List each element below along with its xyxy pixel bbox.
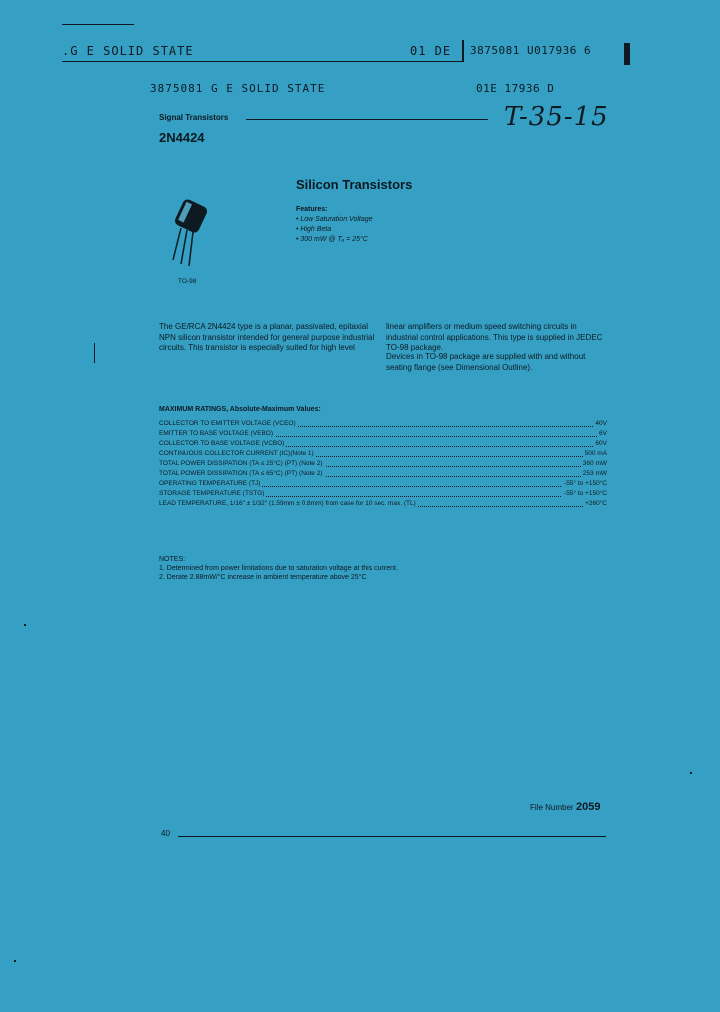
- rating-label: CONTINUOUS COLLECTOR CURRENT (IC)(Note 1): [159, 450, 314, 457]
- rating-label: COLLECTOR TO EMITTER VOLTAGE (VCEO): [159, 420, 296, 427]
- rating-label: TOTAL POWER DISSIPATION (TA ≤ 65°C) (PT) (Note 2): [159, 470, 323, 477]
- rating-label: LEAD TEMPERATURE, 1/16" ± 1/32" (1.59mm ± 0.8mm) from case for 10 sec. max. (TL): [159, 500, 416, 507]
- note-item: 2. Derate 2.88mW/°C increase in ambient temperature above 25°C: [159, 574, 367, 581]
- rating-value: -55° to +150°C: [564, 480, 607, 487]
- scan-speck: [690, 772, 692, 774]
- header-divider: [462, 40, 464, 62]
- scan-speck: [14, 960, 16, 962]
- file-number-label: File Number: [530, 803, 574, 812]
- rating-row: [159, 439, 607, 449]
- rating-label: COLLECTOR TO BASE VOLTAGE (VCBO): [159, 440, 285, 447]
- description-right-2: Devices in TO-98 package are supplied with and without seating flange (see Dimensional Outline).: [386, 352, 586, 372]
- rating-value: 40V: [595, 420, 607, 427]
- header-underline: [62, 61, 462, 62]
- handwritten-code: T-35-15: [504, 102, 609, 132]
- header-top-mid: 01 DE: [410, 44, 452, 58]
- category-rule: [246, 119, 488, 120]
- rating-value: +260°C: [585, 500, 607, 507]
- footer-rule: [178, 836, 606, 837]
- rating-value: -55° to +150°C: [564, 490, 607, 497]
- rating-row: [159, 419, 607, 429]
- header-second-left: 3875081 G E SOLID STATE: [150, 82, 326, 95]
- rating-row: [159, 449, 607, 459]
- rating-value: 253 mW: [582, 470, 607, 477]
- description-right-1: linear amplifiers or medium speed switching circuits in industrial control applications. This type is supplied in JEDEC TO-98 package.: [386, 322, 603, 352]
- rating-label: EMITTER TO BASE VOLTAGE (VEBO): [159, 430, 274, 437]
- part-number: 2N4424: [159, 130, 205, 145]
- features-heading: Features:: [296, 206, 328, 213]
- rating-label: TOTAL POWER DISSIPATION (TA ≤ 25°C) (PT) (Note 2): [159, 460, 323, 467]
- description-left: The GE/RCA 2N4424 type is a planar, passivated, epitaxial NPN silicon transistor intended for general purpose industrial circuits. This transistor is especially suited for high level: [159, 322, 375, 352]
- rating-row: [159, 459, 607, 469]
- ratings-heading: MAXIMUM RATINGS, Absolute-Maximum Values:: [159, 406, 321, 413]
- rating-value: 500 mA: [584, 450, 607, 457]
- family-title: Silicon Transistors: [296, 177, 413, 192]
- registration-mark: [624, 43, 630, 65]
- scan-speck: [24, 624, 26, 626]
- notes-heading: NOTES:: [159, 556, 186, 563]
- category-label: Signal Transistors: [159, 113, 229, 122]
- page-number: 40: [161, 829, 170, 838]
- transistor-illustration: [165, 196, 215, 276]
- feature-item: • 300 mW @ Tₐ = 25°C: [296, 236, 368, 243]
- rating-row: [159, 489, 607, 499]
- file-number: 2059: [576, 801, 601, 813]
- rating-value: 360 mW: [582, 460, 607, 467]
- header-top-right: 3875081 U017936 6: [470, 44, 592, 57]
- rating-label: OPERATING TEMPERATURE (TJ): [159, 480, 261, 487]
- rating-row: [159, 469, 607, 479]
- rating-value: 6V: [599, 430, 607, 437]
- feature-item: • Low Saturation Voltage: [296, 216, 373, 223]
- margin-mark: [94, 343, 95, 363]
- scan-rule: [62, 24, 134, 25]
- note-item: 1. Determined from power limitations due to saturation voltage at this current.: [159, 565, 398, 572]
- package-label: TO-98: [178, 278, 197, 285]
- rating-row: [159, 429, 607, 439]
- rating-label: STORAGE TEMPERATURE (TSTG): [159, 490, 265, 497]
- header-top-left: .G E SOLID STATE: [62, 44, 194, 58]
- rating-row: [159, 499, 607, 509]
- rating-value: 60V: [595, 440, 607, 447]
- rating-row: [159, 479, 607, 489]
- header-second-right: 01E 17936 D: [476, 82, 555, 95]
- feature-item: • High Beta: [296, 226, 332, 233]
